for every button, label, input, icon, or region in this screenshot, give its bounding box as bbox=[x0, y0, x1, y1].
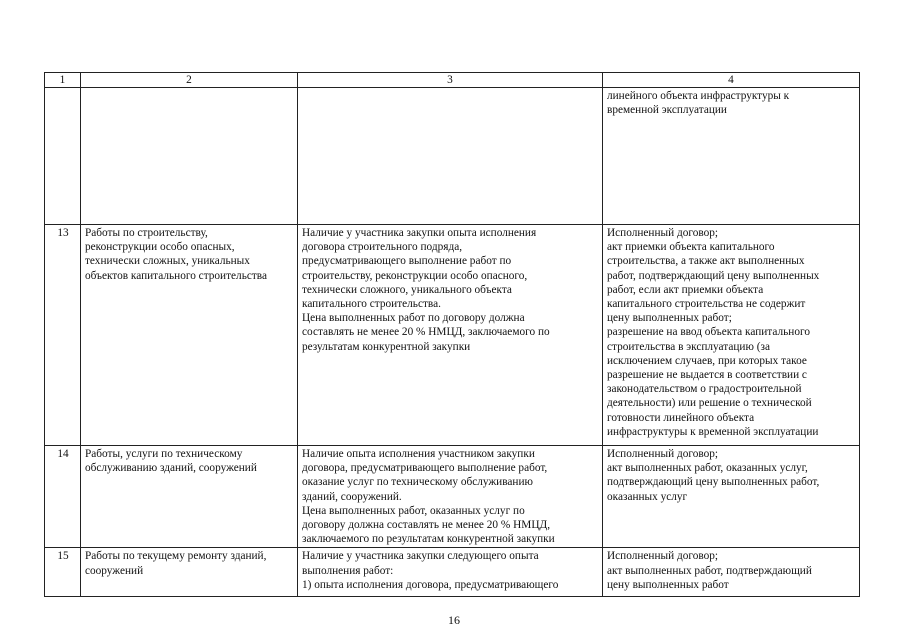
requirement-line: договору должна составлять не менее 20 % НМЦД, bbox=[302, 519, 551, 532]
documents-line: законодательством о градостроительной bbox=[607, 383, 802, 396]
documents-line: акт выполненных работ, подтверждающий bbox=[607, 564, 812, 577]
documents-line: цену выполненных работ; bbox=[607, 312, 732, 325]
requirement-line: зданий, сооружений. bbox=[302, 490, 402, 503]
table-row bbox=[45, 446, 860, 548]
requirement-line: строительству, реконструкции особо опасного, bbox=[302, 269, 528, 282]
documents-line: разрешение не выдается в соответствии с bbox=[607, 369, 807, 382]
requirement-line: выполнения работ: bbox=[302, 564, 394, 577]
table-row bbox=[45, 225, 860, 446]
table-row bbox=[45, 88, 860, 225]
requirement-line: предусматривающего выполнение работ по bbox=[302, 255, 512, 268]
requirement-line: составлять не менее 20 % НМЦД, заключаемого по bbox=[302, 326, 550, 339]
documents-line: линейного объекта инфраструктуры к bbox=[607, 90, 790, 102]
row-number: 13 bbox=[45, 225, 81, 446]
documents-line: готовности линейного объекта bbox=[607, 411, 755, 424]
documents-line: исключением случаев, при которых такое bbox=[607, 354, 807, 367]
requirement-cell bbox=[298, 548, 603, 597]
work-line: объектов капитального строительства bbox=[85, 269, 267, 282]
requirement-line: 1) опыта исполнения договора, предусматривающего bbox=[302, 578, 559, 591]
requirement-cell bbox=[298, 225, 603, 446]
documents-line: временной эксплуатации bbox=[607, 104, 727, 117]
documents-cell bbox=[603, 88, 860, 225]
documents-line: деятельности) или решение о технической bbox=[607, 397, 812, 410]
row-number: 15 bbox=[45, 548, 81, 597]
header-cell-2: 2 bbox=[81, 73, 298, 88]
row-number bbox=[45, 88, 81, 225]
requirement-line: договора строительного подряда, bbox=[302, 241, 463, 254]
documents-line: оказанных услуг bbox=[607, 490, 688, 503]
work-line: технически сложных, уникальных bbox=[85, 255, 250, 268]
requirement-line: договора, предусматривающего выполнение работ, bbox=[302, 462, 548, 475]
documents-line: разрешение на ввод объекта капитального bbox=[607, 326, 810, 339]
requirement-line: результатам конкурентной закупки bbox=[302, 340, 471, 353]
documents-line: инфраструктуры к временной эксплуатации bbox=[607, 425, 819, 438]
work-line: реконструкции особо опасных, bbox=[85, 241, 235, 254]
documents-cell bbox=[603, 446, 860, 548]
requirement-cell bbox=[298, 88, 603, 225]
header-cell-3: 3 bbox=[298, 73, 603, 88]
work-type-cell bbox=[81, 225, 298, 446]
page-number: 16 bbox=[448, 613, 460, 627]
requirement-cell bbox=[298, 446, 603, 548]
work-line: Работы по строительству, bbox=[85, 227, 208, 239]
documents-line: акт выполненных работ, оказанных услуг, bbox=[607, 462, 808, 475]
table-row bbox=[45, 548, 860, 597]
documents-line: акт приемки объекта капитального bbox=[607, 241, 775, 254]
work-line: обслуживанию зданий, сооружений bbox=[85, 462, 257, 475]
documents-line: строительства в эксплуатацию (за bbox=[607, 340, 770, 353]
header-cell-1: 1 bbox=[45, 73, 81, 88]
table-header-row bbox=[45, 73, 860, 88]
requirement-line: Наличие опыта исполнения участником закупки bbox=[302, 448, 535, 460]
documents-line: Исполненный договор; bbox=[607, 227, 719, 239]
requirement-line: оказание услуг по техническому обслуживанию bbox=[302, 476, 533, 489]
requirement-line: заключаемого по результатам конкурентной закупки bbox=[302, 533, 555, 546]
work-type-cell bbox=[81, 88, 298, 225]
requirement-line: Цена выполненных работ, оказанных услуг по bbox=[302, 504, 525, 517]
work-line: сооружений bbox=[85, 564, 144, 577]
requirement-line: Наличие у участника закупки опыта исполнения bbox=[302, 227, 537, 239]
documents-line: работ, если акт приемки объекта bbox=[607, 283, 764, 296]
documents-line: цену выполненных работ bbox=[607, 578, 729, 591]
requirements-table bbox=[44, 72, 860, 597]
requirement-line: капитального строительства. bbox=[302, 298, 441, 311]
requirement-line: Цена выполненных работ по договору должна bbox=[302, 312, 525, 325]
documents-line: работ, подтверждающий цену выполненных bbox=[607, 269, 820, 282]
documents-line: Исполненный договор; bbox=[607, 448, 719, 460]
requirement-line: Наличие у участника закупки следующего опыта bbox=[302, 550, 539, 563]
documents-line: Исполненный договор; bbox=[607, 550, 719, 563]
documents-line: строительства, а также акт выполненных bbox=[607, 255, 805, 268]
work-line: Работы, услуги по техническому bbox=[85, 448, 243, 460]
documents-cell bbox=[603, 225, 860, 446]
documents-line: капитального строительства не содержит bbox=[607, 298, 806, 311]
row-number: 14 bbox=[45, 446, 81, 548]
work-type-cell bbox=[81, 548, 298, 597]
documents-cell bbox=[603, 548, 860, 597]
requirement-line: технически сложного, уникального объекта bbox=[302, 283, 512, 296]
work-line: Работы по текущему ремонту зданий, bbox=[85, 550, 267, 563]
documents-line: подтверждающий цену выполненных работ, bbox=[607, 476, 820, 489]
header-cell-4: 4 bbox=[603, 73, 860, 88]
work-type-cell bbox=[81, 446, 298, 548]
